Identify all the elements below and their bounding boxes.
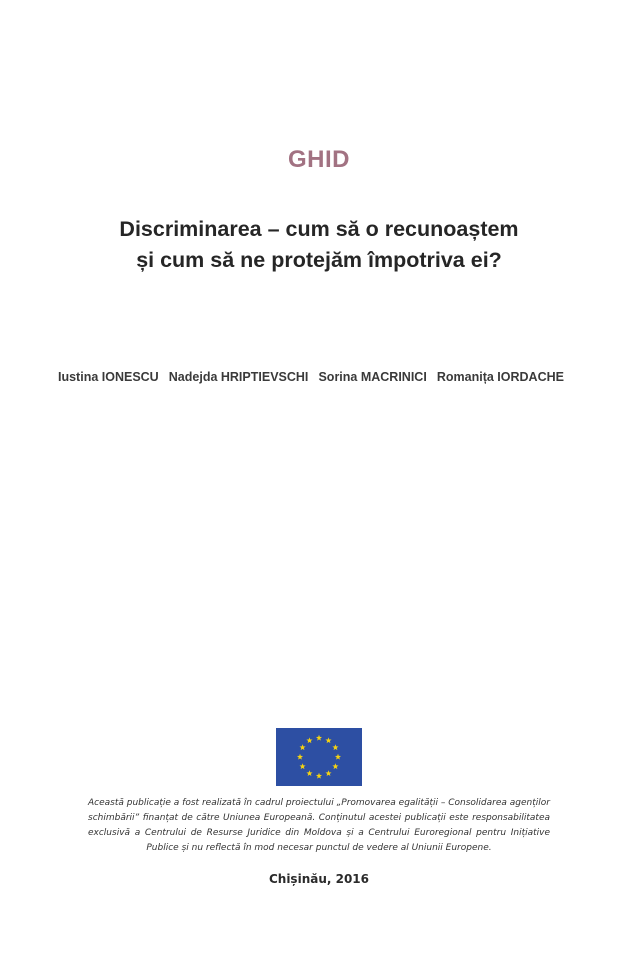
author-name: Romanița IORDACHE [436, 370, 564, 384]
place-and-year: Chișinău, 2016 [268, 872, 370, 886]
author-name: Sorina MACRINICI [318, 370, 427, 384]
title-line-1: Discriminarea – cum să o recunoaștem [119, 217, 519, 241]
title-line-2: și cum să ne protejăm împotriva ei? [136, 248, 502, 272]
author-name: Nadejda HRIPTIEVSCHI [168, 370, 309, 384]
authors-list [58, 370, 564, 384]
disclaimer-text: Această publicație a fost realizată în cadrul proiectului „Promovarea egalității – Consolidarea agenților schimbării” finanțat de către Uniunea Europeană. Conținutul acestei publicații este responsabilitatea exclusivă a Centrului de Resurse Juridice din Moldova și a Centrului Euroregional pentru Inițiative Publice și nu reflectă în mod necesar punctul de vedere al Uniunii Europene. [88, 798, 550, 853]
page-title [0, 214, 638, 276]
eu-flag-icon [276, 728, 362, 786]
author-name: Iustina IONESCU [58, 370, 159, 384]
guide-label: GHID [288, 146, 350, 173]
